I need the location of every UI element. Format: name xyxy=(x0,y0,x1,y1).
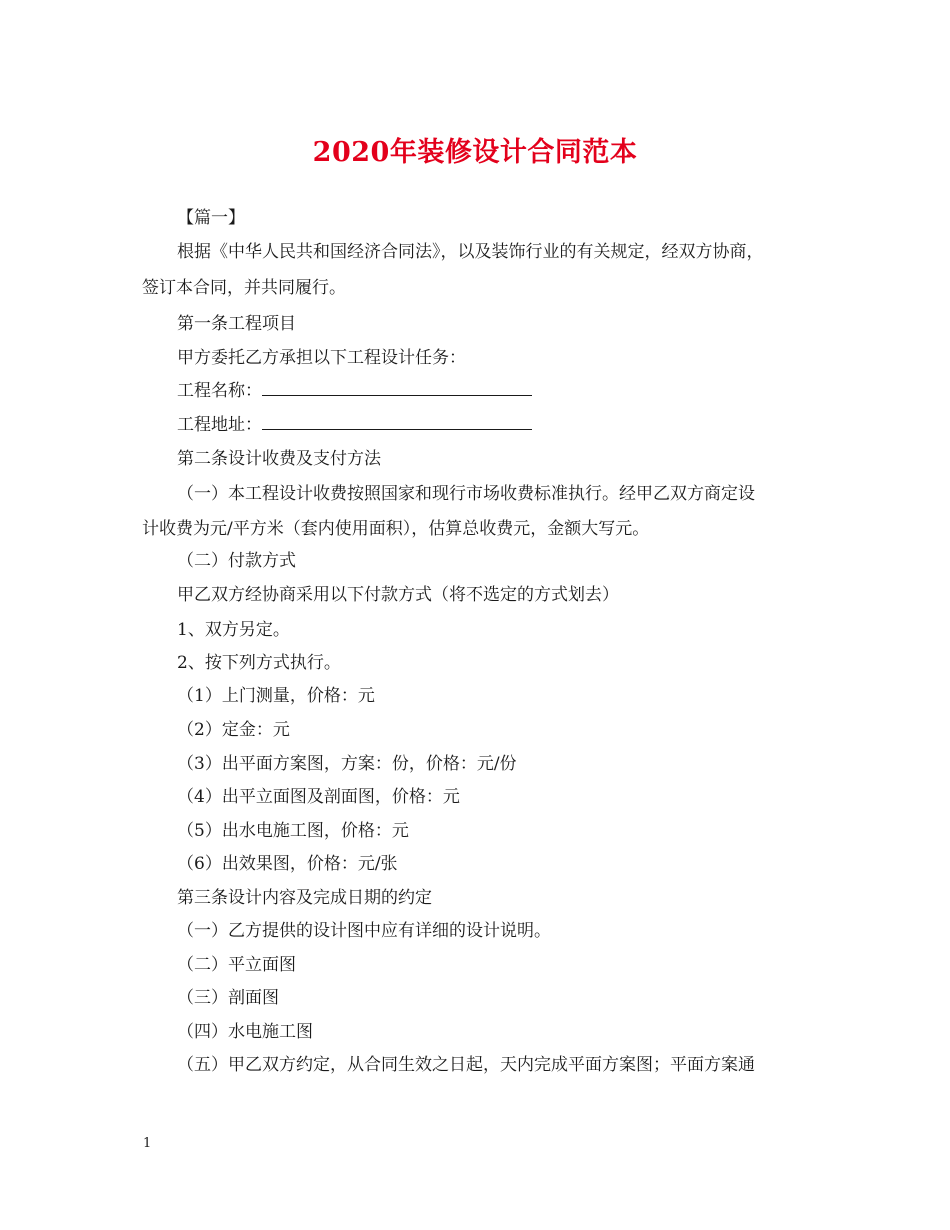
form-field-project-name xyxy=(177,379,532,403)
list-item: （五）甲乙双方约定，从合同生效之日起，天内完成平面方案图；平面方案通 xyxy=(177,1055,755,1075)
article-heading: 第三条设计内容及完成日期的约定 xyxy=(177,888,432,908)
field-label: 工程名称： xyxy=(177,381,262,401)
paragraph-line: 甲方委托乙方承担以下工程设计任务： xyxy=(177,348,466,368)
list-item: （二）平立面图 xyxy=(177,955,296,975)
field-label: 工程地址： xyxy=(177,415,262,435)
article-heading: 第二条设计收费及支付方法 xyxy=(177,449,381,469)
list-item: （三）剖面图 xyxy=(177,988,279,1008)
paragraph-line: 计收费为元/平方米（套内使用面积），估算总收费元，金额大写元。 xyxy=(142,519,650,539)
list-item: （4）出平立面图及剖面图，价格：元 xyxy=(177,787,460,807)
list-item: （5）出水电施工图，价格：元 xyxy=(177,821,409,841)
list-item: （3）出平面方案图，方案：份，价格：元/份 xyxy=(177,754,517,774)
subsection-heading: （二）付款方式 xyxy=(177,551,296,571)
section-label: 【篇一】 xyxy=(177,208,245,228)
fill-in-blank xyxy=(262,379,532,396)
list-item: （2）定金：元 xyxy=(177,720,290,740)
list-item: （6）出效果图，价格：元/张 xyxy=(177,854,398,874)
list-item: 1、双方另定。 xyxy=(177,620,290,640)
list-item: （四）水电施工图 xyxy=(177,1022,313,1042)
form-field-project-address xyxy=(177,413,532,437)
page-number: 1 xyxy=(143,1136,152,1151)
article-heading: 第一条工程项目 xyxy=(177,314,296,334)
list-item: （一）乙方提供的设计图中应有详细的设计说明。 xyxy=(177,921,551,941)
list-item: 2、按下列方式执行。 xyxy=(177,653,341,673)
paragraph-line: 根据《中华人民共和国经济合同法》，以及装饰行业的有关规定，经双方协商， xyxy=(177,242,764,262)
paragraph-line: 签订本合同，并共同履行。 xyxy=(142,278,346,298)
document-title: 2020年装修设计合同范本 xyxy=(312,137,638,168)
paragraph-line: 甲乙双方经协商采用以下付款方式（将不选定的方式划去） xyxy=(177,585,619,605)
fill-in-blank xyxy=(262,413,532,430)
paragraph-line: （一）本工程设计收费按照国家和现行市场收费标准执行。经甲乙双方商定设 xyxy=(177,484,755,504)
list-item: （1）上门测量，价格：元 xyxy=(177,686,375,706)
